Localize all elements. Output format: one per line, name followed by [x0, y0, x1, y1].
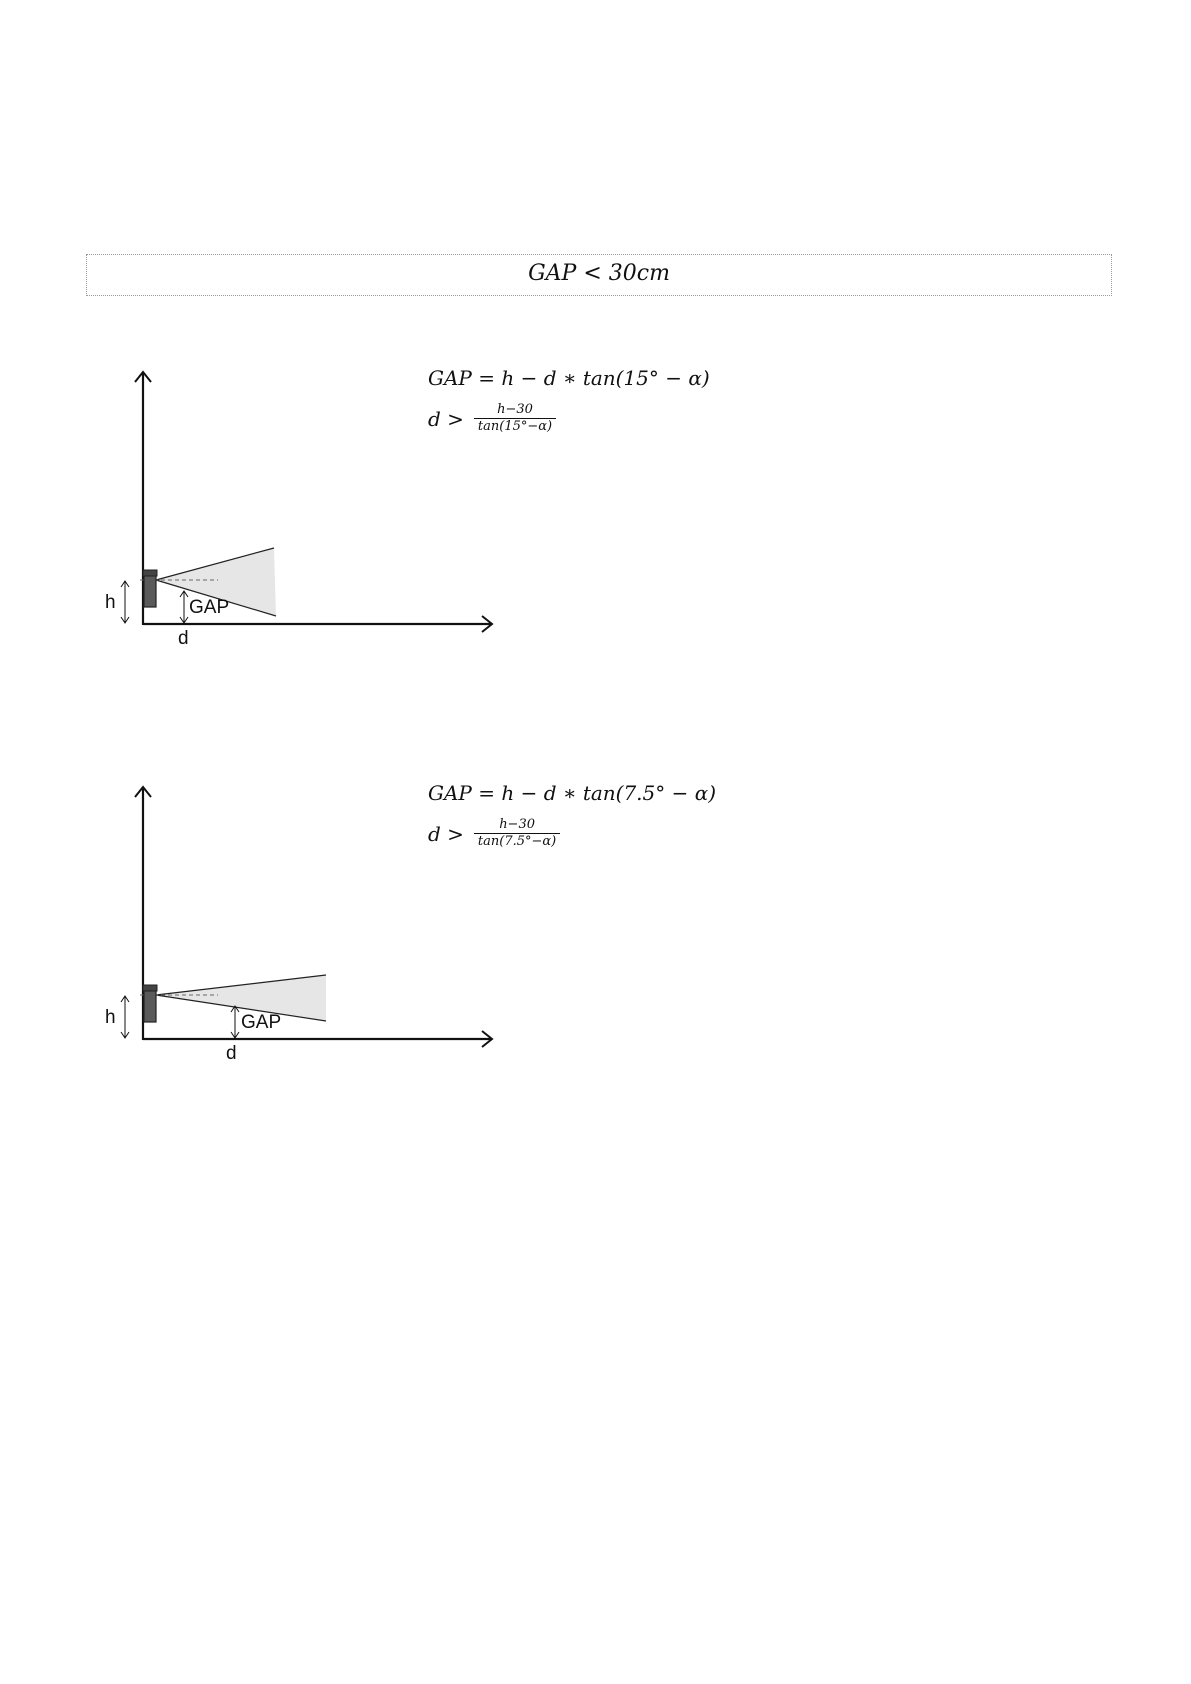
sensor-body — [144, 572, 156, 607]
sensor-head — [143, 570, 157, 576]
gap-formula-7-5: GAP = h − d ∗ tan(7.5° − α) — [428, 781, 717, 805]
fraction-denominator: tan(15°−α) — [474, 418, 556, 435]
fraction-denominator: tan(7.5°−α) — [474, 833, 560, 850]
h-label: h — [105, 1007, 116, 1028]
condition-box — [86, 254, 1112, 296]
gap-formula-15: GAP = h − d ∗ tan(15° − α) — [428, 366, 710, 390]
condition-text: GAP < 30cm — [528, 261, 670, 286]
d-label: d — [226, 1043, 237, 1064]
gap-label: GAP — [241, 1012, 282, 1033]
inequality-lhs: d > — [428, 821, 464, 846]
inequality-lhs: d > — [428, 406, 464, 431]
sensor-head — [143, 985, 157, 991]
sensor-diagram-15 — [0, 360, 1191, 670]
gap-label: GAP — [189, 597, 230, 618]
fraction-numerator: h−30 — [499, 817, 535, 832]
sensor-diagram-7-5 — [0, 775, 1191, 1085]
fraction-numerator: h−30 — [497, 402, 533, 417]
h-label: h — [105, 592, 116, 613]
sensor-body — [144, 987, 156, 1022]
d-label: d — [178, 628, 189, 649]
